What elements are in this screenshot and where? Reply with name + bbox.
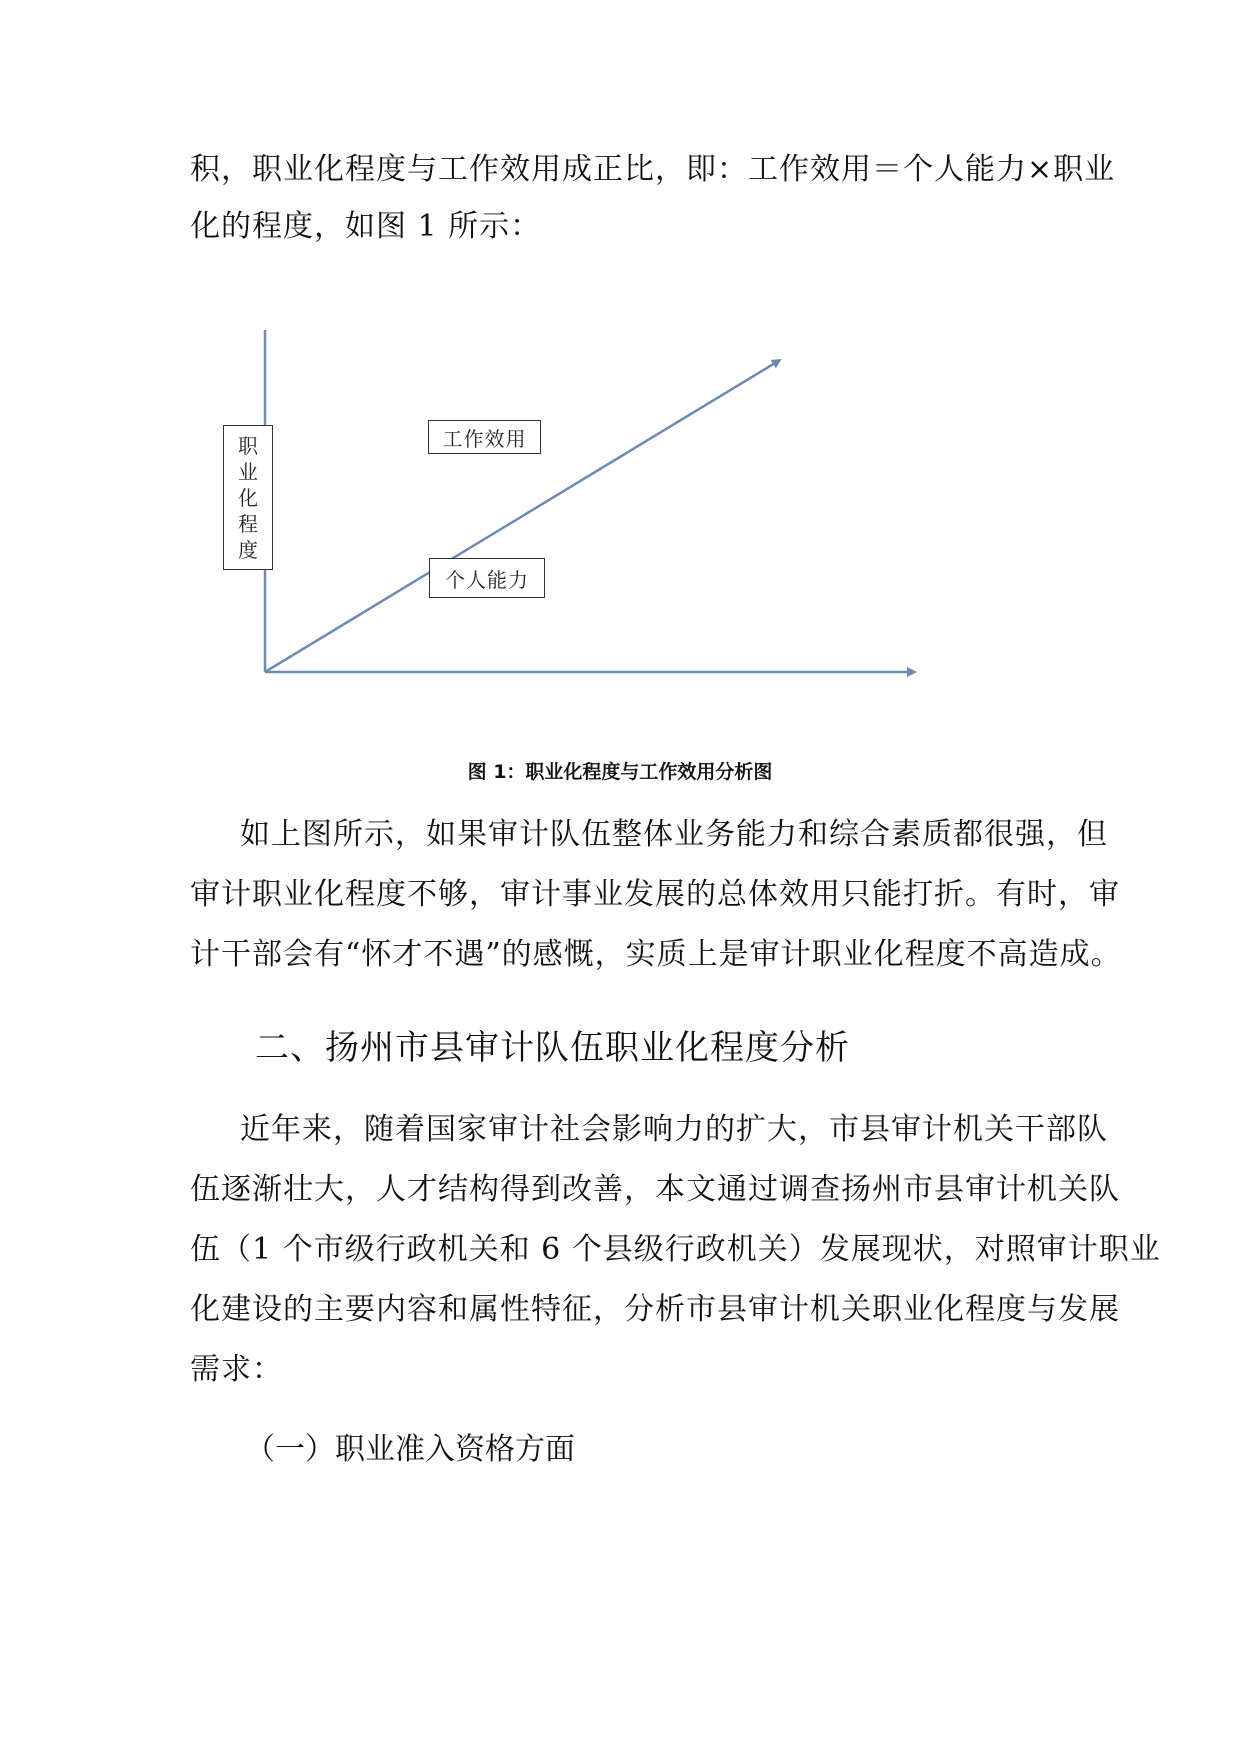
paragraph-line: 化建设的主要内容和属性特征，分析市县审计机关职业化程度与发展 — [190, 1292, 1120, 1327]
figure-1 — [215, 330, 935, 700]
y-axis-label-box — [223, 425, 273, 570]
effect-line — [265, 360, 780, 672]
section-heading: 二、扬州市县审计队伍职业化程度分析 — [255, 1028, 850, 1068]
line-label-box: 工作效用 — [428, 420, 541, 454]
figure-diagram — [215, 330, 935, 700]
paragraph-line: 如上图所示，如果审计队伍整体业务能力和综合素质都很强，但 — [240, 817, 1108, 852]
paragraph-line: 计干部会有“怀才不遇”的感慨，实质上是审计职业化程度不高造成。 — [190, 937, 1122, 972]
paragraph-line: 积，职业化程度与工作效用成正比，即：工作效用＝个人能力×职业 — [190, 152, 1116, 187]
x-axis-label-box: 个人能力 — [429, 558, 545, 598]
paragraph-line: 化的程度，如图 1 所示： — [190, 209, 542, 244]
subsection-heading: （一）职业准入资格方面 — [245, 1432, 575, 1467]
paragraph-line: 近年来，随着国家审计社会影响力的扩大，市县审计机关干部队 — [240, 1112, 1108, 1147]
paragraph-line: 需求： — [190, 1352, 283, 1387]
y-axis-label-char: 化 — [238, 485, 258, 510]
y-axis-label-char: 程 — [238, 511, 258, 536]
y-axis-label-char: 职 — [238, 433, 258, 458]
figure-caption: 图 1：职业化程度与工作效用分析图 — [467, 761, 773, 783]
paragraph-line: 伍（1 个市级行政机关和 6 个县级行政机关）发展现状，对照审计职业 — [190, 1232, 1161, 1267]
paragraph-line: 伍逐渐壮大，人才结构得到改善，本文通过调查扬州市县审计机关队 — [190, 1172, 1120, 1207]
y-axis-label-char: 业 — [238, 459, 258, 484]
y-axis-label-char: 度 — [238, 537, 258, 562]
paragraph-line: 审计职业化程度不够，审计事业发展的总体效用只能打折。有时，审 — [190, 877, 1120, 912]
